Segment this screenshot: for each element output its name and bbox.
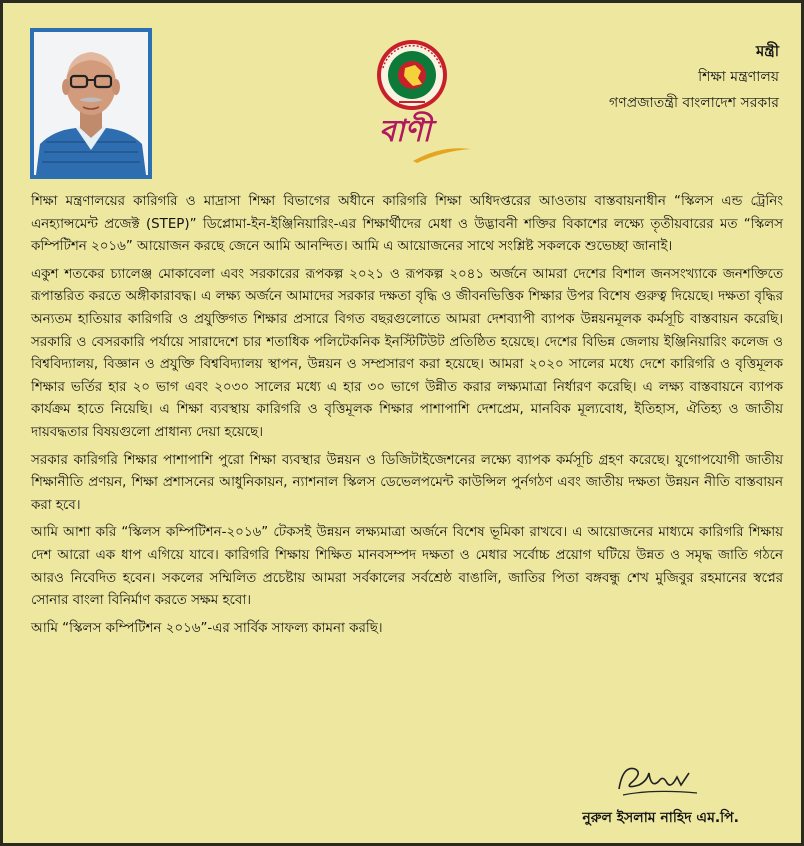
paragraph: আমি “স্কিলস কম্পিটিশন ২০১৬”-এর সার্বিক সাফল্য কামনা করছি। — [31, 620, 383, 636]
portrait-icon — [34, 32, 148, 175]
paragraph: আমি আশা করি “স্কিলস কম্পিটিশন-২০১৬” টেকসই উন্নয়ন লক্ষ্যমাত্রা অর্জনে বিশেষ ভূমিকা রাখবে। এ আয়োজনের মাধ্যমে কারিগরি শিক্ষায় দেশ আরো এক ধাপ এগিয়ে যাবে। কারিগরি শিক্ষায় শিক্ষিত মানবসম্পদ দক্ষতা ও মেধার সর্বোচ্চ প্রয়োগ ঘটিয়ে উন্নত ও সমৃদ্ধ জাতি গঠনে আরও নিবেদিত হবেন। সকলের সম্মিলিত প্রচেষ্টায় আমরা সর্বকালের সর্বশ্রেষ্ঠ বাঙালি, জাতির পিতা বঙ্গবন্ধু শেখ মুজিবুর রহমানের স্বপ্নের সোনার বাংলা বিনির্মাণ করতে সক্ষম হবো। — [31, 525, 783, 609]
ministry-name: শিক্ষা মন্ত্রণালয় — [698, 69, 779, 85]
designation-block — [609, 38, 779, 116]
signature-icon — [613, 759, 703, 803]
swoosh-icon — [411, 143, 473, 165]
minister-photo — [30, 28, 152, 179]
message-heading: বাণী — [379, 114, 432, 149]
paragraph: সরকার কারিগরি শিক্ষার পাশাপাশি পুরো শিক্ষা ব্যবস্থার উন্নয়ন ও ডিজিটাইজেশনের লক্ষ্যে ব্যাপক কর্মসূচি গ্রহণ করেছে। যুগোপযোগী জাতীয় শিক্ষানীতি প্রণয়ন, শিক্ষা প্রশাসনের আধুনিকায়ন, ন্যাশনাল স্কিলস ডেভেলপমেন্ট কাউন্সিল পুর্নগঠণ এবং জাতীয় দক্ষতা উন্নয়ন নীতি বাস্তবায়ন করা হবে। — [31, 452, 783, 513]
paragraph: শিক্ষা মন্ত্রণালয়ের কারিগরি ও মাদ্রাসা শিক্ষা বিভাগের অধীনে কারিগরি শিক্ষা অধিদপ্তরের আওতায় বাস্তবায়নাধীন “স্কিলস এন্ড ট্রেনিং এনহ্যান্সমেন্ট প্রজেক্ট (STEP)” ডিপ্লোমা-ইন-ইঞ্জিনিয়ারিং-এর শিক্ষার্থীদের মেধা ও উদ্ভাবনী শক্তির বিকাশের লক্ষ্যে তৃতীয়বারের মত “স্কিলস কম্পিটিশন ২০১৬” আয়োজন করছে জেনে আমি আনন্দিত। আমি এ আয়োজনের সাথে সংশ্লিষ্ট সকলকে শুভেচ্ছা জানাই। — [31, 194, 783, 255]
government-name: গণপ্রজাতন্ত্রী বাংলাদেশ সরকার — [609, 95, 779, 111]
paragraph: একুশ শতকের চ্যালেঞ্জ মোকাবেলা এবং সরকারের রূপকল্প ২০২১ ও রূপকল্প ২০৪১ অর্জনে আমরা দেশের বিশাল জনসংখ্যাকে জনশক্তিতে রূপান্তরিত করতে অঙ্গীকারাবদ্ধ। এ লক্ষ্য অর্জনে আমাদের সরকার দক্ষতা বৃদ্ধি ও জীবনভিত্তিক শিক্ষার উপর বিশেষ গুরুত্ব দিয়েছে। দক্ষতা বৃদ্ধির অন্যতম হাতিয়ার কারিগরি ও প্রযুক্তিগত শিক্ষার প্রসারে বিগত বছরগুলোতে আমরা দেশব্যাপী ব্যাপক উন্নয়নমূলক কর্মসূচি বাস্তবায়ন করেছি। সরকারি ও বেসরকারি পর্যায়ে সারাদেশে চার শতাধিক পলিটেকনিক ইনস্টিটিউট প্রতিষ্ঠিত হয়েছে। দেশের বিভিন্ন জেলায় ইঞ্জিনিয়ারিং কলেজ ও বিশ্ববিদ্যালয়, বিজ্ঞান ও প্রযুক্তি বিশ্ববিদ্যালয় স্থাপন, উন্নয়ন ও সম্প্রসারণ করা হয়েছে। আমরা ২০২০ সালের মধ্যে দেশে কারিগরি ও বৃত্তিমূলক শিক্ষার ভর্তির হার ২০ ভাগ এবং ২০৩০ সালের মধ্যে এ হার ৩০ ভাগে উন্নীত করার লক্ষ্যমাত্রা নির্ধারণ করেছি। এ লক্ষ্য বাস্তবায়নে ব্যাপক কার্যক্রম হাতে নিয়েছি। এ শিক্ষা ব্যবস্থায় কারিগরি ও বৃত্তিমূলক শিক্ষার পাশাপাশি দেশপ্রেম, মানবিক মূল্যবোধ, ইতিহাস, ঐতিহ্য ও জাতীয় দায়বদ্ধতার বিষয়গুলো প্রাধান্য দেয়া হয়েছে। — [31, 266, 783, 440]
emblem-icon — [375, 38, 449, 112]
minister-title: মন্ত্রী — [755, 42, 779, 60]
signer-name: নুরুল ইসলাম নাহিদ এম.পি. — [582, 810, 739, 826]
message-body — [31, 191, 783, 645]
government-emblem — [375, 38, 449, 112]
